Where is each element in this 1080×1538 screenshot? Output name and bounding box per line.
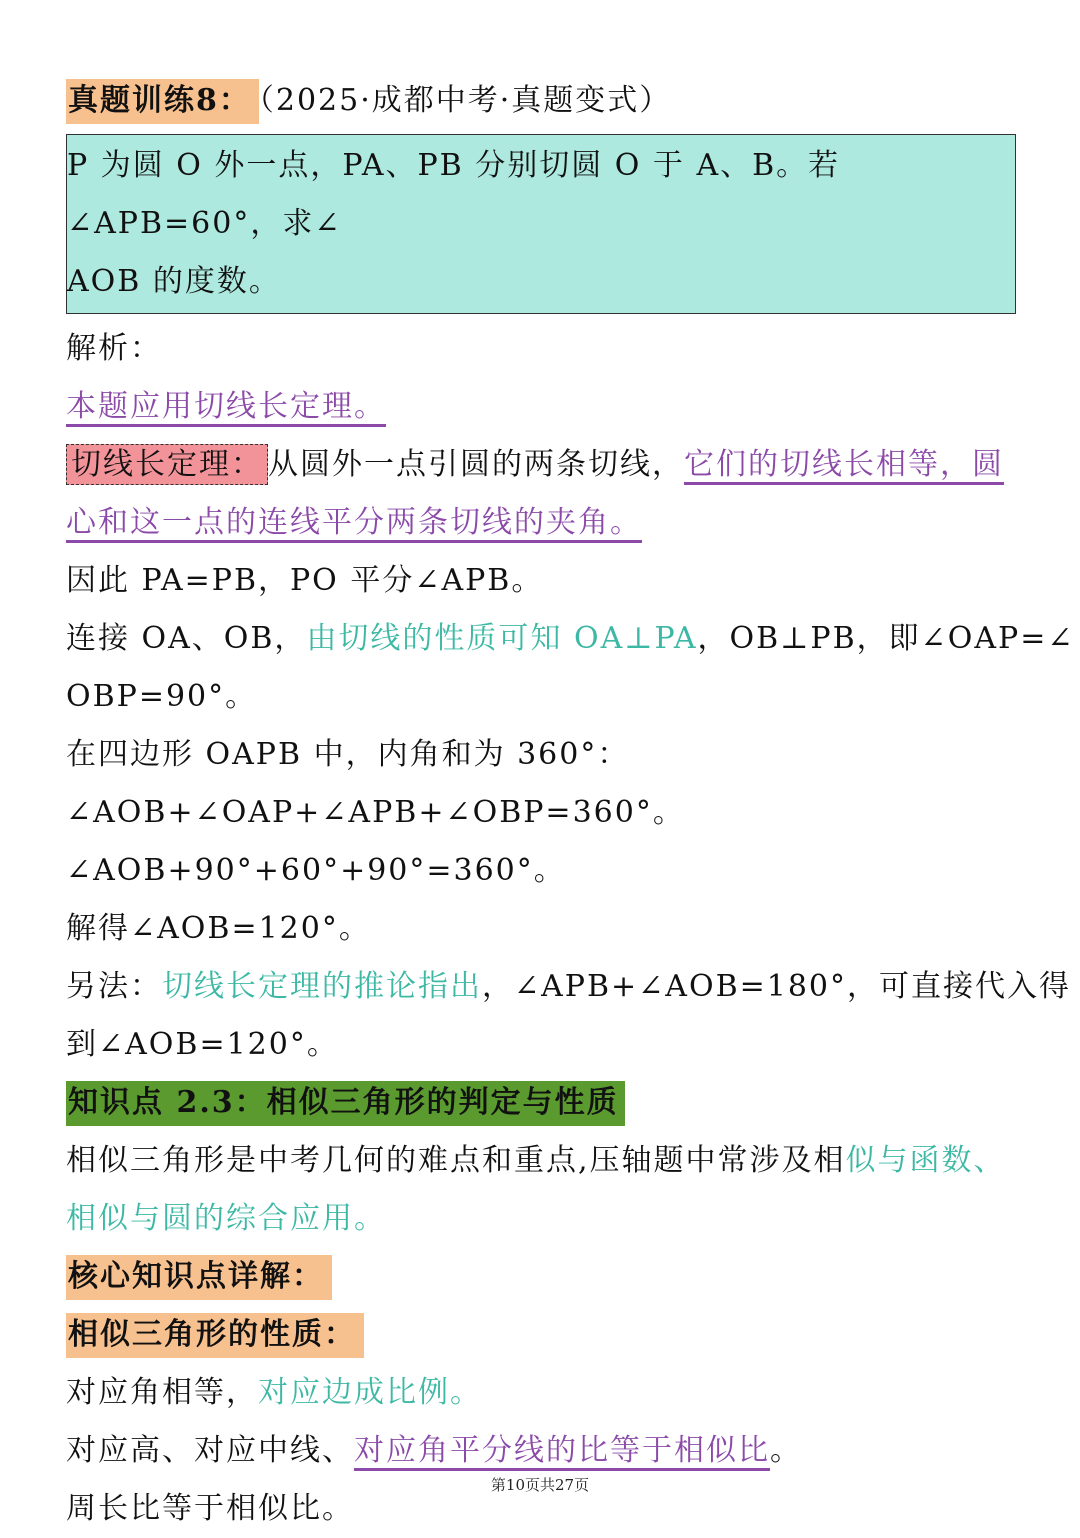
knowledge-desc-line-1 <box>66 1132 1016 1190</box>
solution-intro: 本题应用切线长定理。 <box>66 389 386 424</box>
knowledge-title-line <box>66 1074 1016 1132</box>
knowledge-desc-teal-1: 似与函数、 <box>845 1143 1006 1178</box>
step2-part-a: 连接 OA、OB， <box>66 621 307 656</box>
core-title: 核心知识点详解： <box>66 1255 332 1300</box>
problem-box <box>66 134 1016 314</box>
property-2 <box>66 1422 1016 1480</box>
knowledge-desc-line-2 <box>66 1190 1016 1248</box>
equation-2: ∠AOB+90°+60°+90°=360°。 <box>66 853 566 888</box>
solution-step-2 <box>66 610 1075 668</box>
page-footer: 第10页共27页 <box>490 1476 590 1494</box>
solution-step-2-cont: OBP=90°。 <box>66 679 258 714</box>
theorem-highlight-2: 心和这一点的连线平分两条切线的夹角。 <box>66 505 642 540</box>
property-1-teal: 对应边成比例。 <box>258 1375 482 1410</box>
knowledge-title: 知识点 2.3：相似三角形的判定与性质 <box>66 1081 625 1126</box>
solution-result: 解得∠AOB=120°。 <box>66 911 371 946</box>
exercise-tag: 真题训练8： <box>66 79 259 124</box>
theorem-highlight-1: 它们的切线长相等，圆 <box>684 447 1004 482</box>
solution-label: 解析： <box>66 331 162 366</box>
alt-highlight: 切线长定理的推论指出 <box>162 969 482 1004</box>
property-3: 周长比等于相似比。 <box>66 1491 354 1526</box>
theorem-line-2 <box>66 494 1016 552</box>
knowledge-desc-plain: 相似三角形是中考几何的难点和重点,压轴题中常涉及相 <box>66 1143 846 1178</box>
solution-intro-line <box>66 378 1016 436</box>
alt-label: 另法： <box>66 969 162 1004</box>
equation-1: ∠AOB+∠OAP+∠APB+∠OBP=360°。 <box>66 795 685 830</box>
property-2-end: 。 <box>770 1433 802 1468</box>
alt-method-line-2: 到∠AOB=120°。 <box>66 1027 339 1062</box>
props-title: 相似三角形的性质： <box>66 1313 364 1358</box>
step2-part-b: 由切线的性质可知 OA⊥PA <box>306 621 698 656</box>
exercise-source: （2025·成都中考·真题变式） <box>258 83 672 118</box>
alt-plain: ，∠APB+∠AOB=180°，可直接代入得 <box>482 969 1072 1004</box>
exercise-header <box>66 72 1016 130</box>
theorem-plain: 从圆外一点引圆的两条切线， <box>268 447 684 482</box>
step2-part-c: ，OB⊥PB，即∠OAP=∠ <box>697 621 1075 656</box>
props-title-line <box>66 1306 1016 1364</box>
solution-step-1: 因此 PA=PB，PO 平分∠APB。 <box>66 563 544 598</box>
knowledge-desc-teal-2: 相似与圆的综合应用。 <box>66 1201 386 1236</box>
theorem-tag: 切线长定理： <box>66 444 268 485</box>
property-2-highlight: 对应角平分线的比等于相似比 <box>354 1433 770 1468</box>
solution-step-3: 在四边形 OAPB 中，内角和为 360°： <box>66 737 630 772</box>
property-1-plain: 对应角相等， <box>66 1375 258 1410</box>
property-1 <box>66 1364 1016 1422</box>
theorem-line-1 <box>66 436 1016 494</box>
alt-method-line-1 <box>66 958 1072 1016</box>
document-page <box>66 72 1075 1538</box>
problem-line-2: AOB 的度数。 <box>67 264 281 299</box>
property-2-plain: 对应高、对应中线、 <box>66 1433 354 1468</box>
core-title-line <box>66 1248 1016 1306</box>
problem-line-1: P 为圆 O 外一点，PA、PB 分别切圆 O 于 A、B。若∠APB=60°，求∠ <box>67 148 841 241</box>
